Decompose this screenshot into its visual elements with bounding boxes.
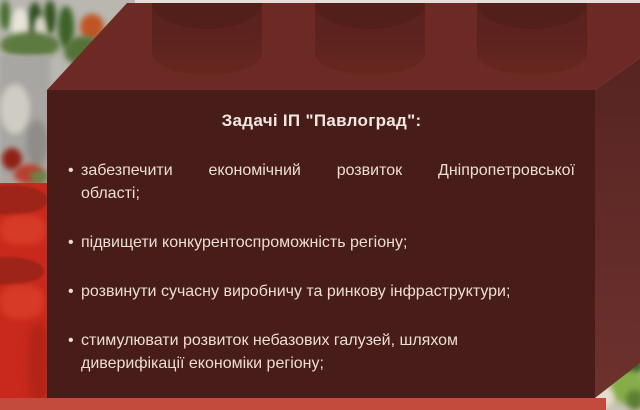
bullet-item [68, 280, 575, 303]
stud-cap [477, 3, 587, 29]
brick-stud [315, 3, 425, 75]
bullet-marker: • [68, 283, 74, 300]
slide-content [47, 90, 595, 398]
bullet-text [81, 329, 575, 375]
bullet-line: стимулювати розвиток небазових галузей, шляхом [81, 332, 459, 349]
bullet-item [68, 159, 575, 205]
brick-front-face [47, 90, 595, 398]
bullet-text [81, 159, 575, 205]
photo-grass [626, 390, 640, 410]
brick-stud [152, 3, 262, 75]
photo-greenery [30, 170, 48, 184]
photo-stud-cap [0, 185, 48, 215]
bullet-item [68, 231, 575, 254]
photo-tree [0, 0, 10, 30]
slide-title: Задачі ІП "Павлоград": [221, 111, 422, 130]
brick-stud [477, 3, 587, 75]
photo-stud-cap [0, 257, 44, 285]
stud-cap [152, 3, 262, 29]
photo-stud-body [0, 215, 46, 245]
bullet-list [68, 159, 575, 375]
bullet-marker: • [68, 162, 74, 179]
photo-stud-body [0, 285, 44, 319]
bullet-marker: • [68, 332, 74, 349]
photo-lego-brick-bottom [0, 398, 606, 410]
bullet-text [81, 280, 575, 303]
bullet-line: підвищети конкурентоспроможність регіону; [81, 234, 408, 251]
bullet-text [81, 231, 575, 254]
bullet-line: диверифікації економіки регіону; [81, 355, 324, 372]
photo-lego-brick-left [0, 183, 48, 410]
bullet-item [68, 329, 575, 375]
bullet-marker: • [68, 234, 74, 251]
bullet-line: області; [81, 185, 140, 202]
photo-pavement-shadow [26, 120, 48, 166]
bullet-line: розвинути сучасну виробничу та ринкову інфраструктури; [81, 283, 511, 300]
photo-brick-shade [28, 323, 48, 403]
bullet-line: забезпечити економічний розвиток Дніпропетровської [81, 162, 575, 179]
photo-pavement-light [0, 84, 30, 134]
stud-cap [315, 3, 425, 29]
